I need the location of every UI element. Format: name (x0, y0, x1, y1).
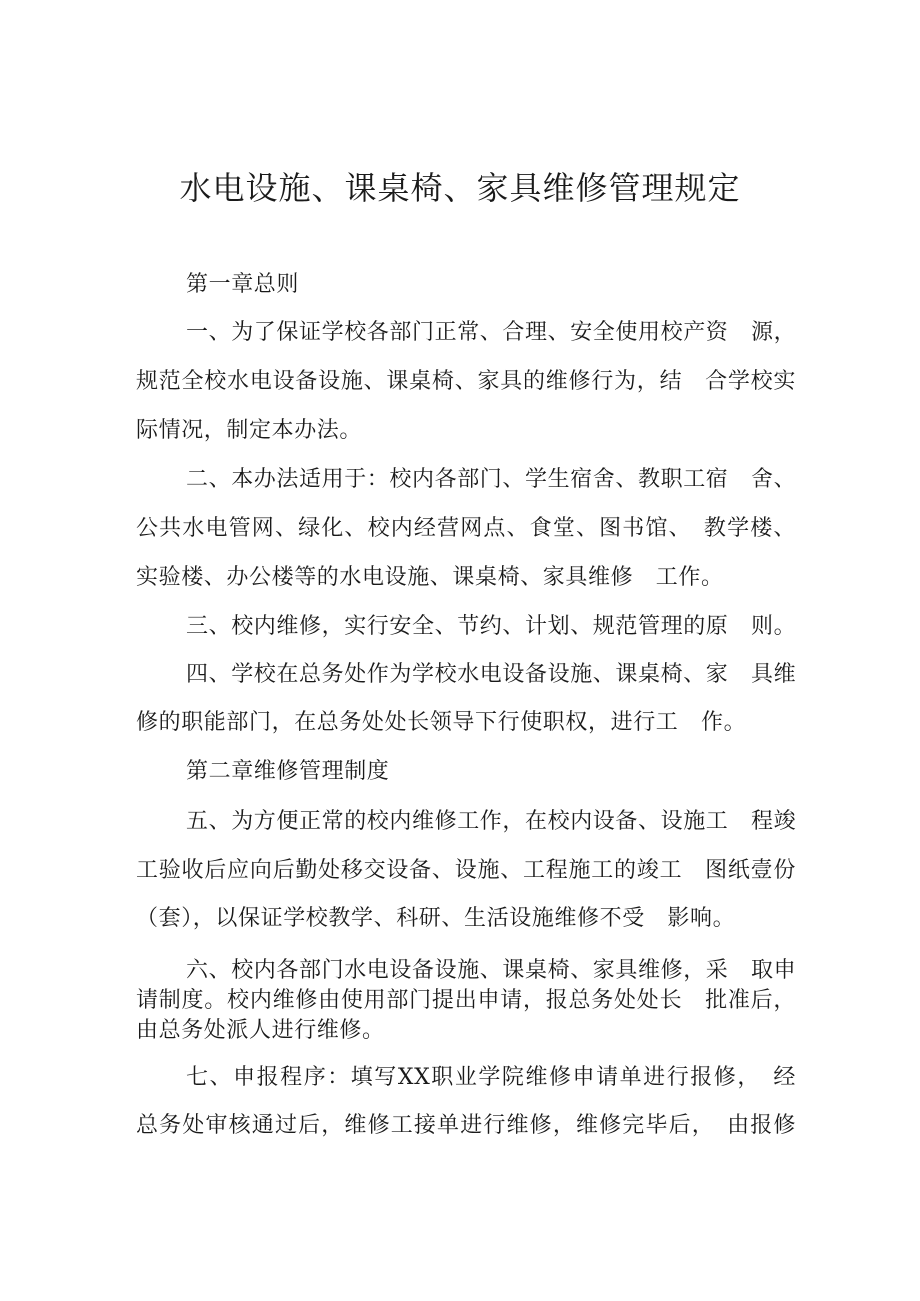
paragraph-line: 一、为了保证学校各部门正常、合理、安全使用校产资 源， (186, 320, 797, 345)
paragraph-line: 七、申报程序：填写XX职业学院维修申请单进行报修， 经 (186, 1065, 796, 1090)
paragraph-line: 际情况，制定本办法。 (136, 418, 363, 443)
chapter-heading: 第一章总则 (186, 272, 300, 297)
paragraph-line: 公共水电管网、绿化、校内经营网点、食堂、图书馆、 教学楼、 (136, 516, 796, 541)
paragraph-line: 二、本办法适用于：校内各部门、学生宿舍、教职工宿 舍、 (186, 467, 797, 492)
paragraph-line: 三、校内维修，实行安全、节约、计划、规范管理的原 则。 (186, 614, 797, 639)
paragraph-line: 请制度。校内维修由使用部门提出申请，报总务处处长 批准后， (136, 988, 796, 1013)
chapter-heading: 第二章维修管理制度 (186, 759, 390, 784)
paragraph-line: （套），以保证学校教学、科研、生活设施维修不受 影响。 (136, 906, 736, 931)
paragraph-line: 修的职能部门，在总务处处长领导下行使职权，进行工 作。 (136, 710, 747, 735)
document-title: 水电设施、课桌椅、家具维修管理规定 (179, 169, 741, 207)
paragraph-line: 五、为方便正常的校内维修工作，在校内设备、设施工 程竣 (186, 809, 797, 834)
paragraph-line: 由总务处派人进行维修。 (136, 1018, 385, 1043)
paragraph-line: 工验收后应向后勤处移交设备、设施、工程施工的竣工 图纸壹份 (136, 858, 796, 883)
paragraph-line: 六、校内各部门水电设备设施、课桌椅、家具维修，采 取申 (186, 958, 797, 983)
paragraph-line: 实验楼、办公楼等的水电设施、课桌椅、家具维修 工作。 (136, 565, 724, 590)
paragraph-line: 总务处审核通过后，维修工接单进行维修，维修完毕后， 由报修 (136, 1113, 796, 1138)
paragraph-line: 规范全校水电设备设施、课桌椅、家具的维修行为，结 合学校实 (136, 369, 796, 394)
paragraph-line: 四、学校在总务处作为学校水电设备设施、课桌椅、家 具维 (186, 662, 797, 687)
